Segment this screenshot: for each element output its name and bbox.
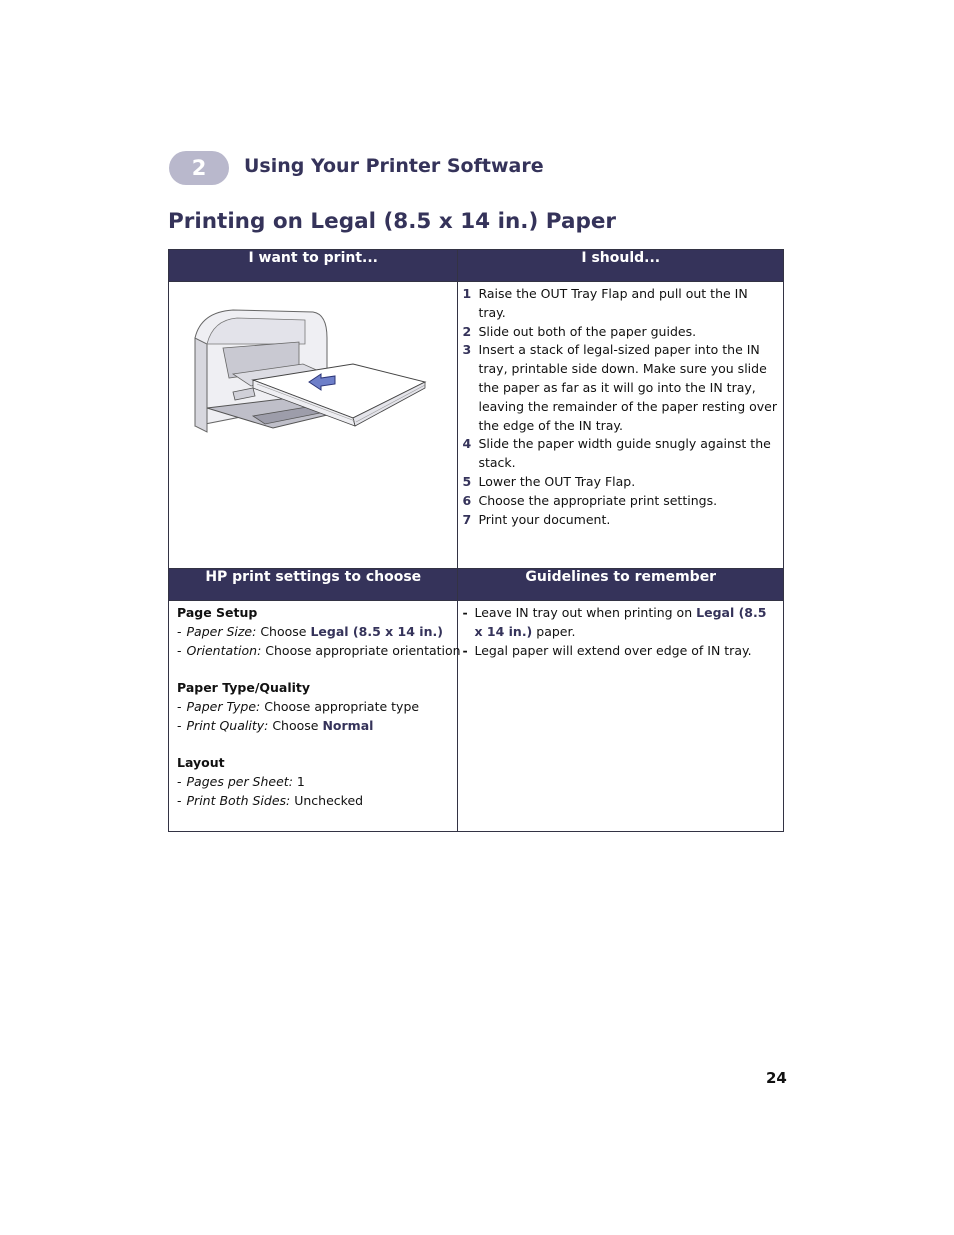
group-title: Page Setup [177,605,258,620]
setting-text: Choose appropriate type [264,698,420,714]
setting-text: 1 [296,774,305,790]
header-i-should: I should... [458,250,784,282]
list-item [462,323,777,342]
step-number: 6 [462,492,472,508]
setting-paper-type: - Paper Type: Choose appropriate type [177,698,420,714]
chapter-number-badge: 2 [169,151,229,185]
settings-cell [169,601,461,832]
header-guidelines: Guidelines to remember [458,569,784,601]
setting-text: Choose [272,717,319,733]
settings-group-paper-type-quality [177,679,449,735]
step-text: Raise the OUT Tray Flap and pull out the IN tray. [478,286,748,320]
list-item: - Legal paper will extend over edge of IN tray. [462,642,773,661]
list-item: - Leave IN tray out when printing on Legal (8.5 x 14 in.) paper. [462,605,767,639]
setting-label: Paper Size: [186,623,257,639]
setting-print-both-sides: - Print Both Sides: Unchecked [177,792,364,808]
step-number: 4 [462,436,472,452]
setting-text: Choose appropriate orientation [265,642,461,658]
step-text: Lower the OUT Tray Flap. [478,473,636,489]
list-item [462,285,777,323]
group-title: Layout [177,755,225,771]
header-hp-print-settings: HP print settings to choose [169,569,458,601]
step-text: Slide out both of the paper guides. [478,323,697,339]
steps-list [458,282,783,529]
step-number: 2 [462,323,472,339]
steps-cell [458,282,784,569]
step-text: Insert a stack of legal-sized paper into the IN tray, printable side down. Make sure you slide the paper as far as it will go into the IN tray, leaving the remainder of the paper resting over the edge of the IN tray. [478,342,777,433]
step-text: Print your document. [478,511,611,527]
step-text: Slide the paper width guide snugly against the stack. [478,436,771,471]
page-number: 24 [766,1069,787,1087]
guidelines-list [458,601,783,660]
settings-group-layout [177,754,449,810]
header-i-want-to-print: I want to print... [169,250,458,282]
setting-label: Print Both Sides: [186,792,291,808]
list-item [462,473,777,492]
group-title: Paper Type/Quality [177,680,311,696]
setting-print-quality: - Print Quality: Choose Normal [177,717,374,733]
guideline-text: Legal paper will extend over edge of IN tray. [474,642,752,658]
setting-text: Unchecked [294,792,364,808]
step-number: 1 [462,286,472,301]
guideline-highlight: Legal (8.5 x 14 in.) [474,605,767,639]
list-item [462,435,777,473]
setting-value-highlight: Normal [322,717,374,733]
settings-group-page-setup [177,604,461,660]
setting-label: Paper Type: [186,698,261,714]
instructions-table [168,249,784,832]
chapter-title: Using Your Printer Software [244,155,544,177]
setting-label: Print Quality: [186,717,269,733]
step-number: 3 [462,342,472,358]
setting-value-highlight: Legal (8.5 x 14 in.) [310,623,443,639]
setting-text: Choose [260,623,307,639]
guideline-text: Leave IN tray out when printing on [474,605,693,620]
step-number: 7 [462,511,472,527]
setting-label: Pages per Sheet: [186,774,293,790]
setting-orientation: - Orientation: Choose appropriate orientation [177,642,461,658]
setting-label: Orientation: [186,642,262,658]
step-text: Choose the appropriate print settings. [478,492,718,508]
setting-paper-size: - Paper Size: Choose Legal (8.5 x 14 in.) [177,623,443,639]
guideline-text: paper. [536,623,576,639]
list-item [462,341,777,435]
page-title: Printing on Legal (8.5 x 14 in.) Paper [168,209,617,234]
list-item [462,492,777,511]
list-item [462,511,777,530]
step-number: 5 [462,473,472,489]
guidelines-cell [458,601,784,832]
illustration-cell [169,282,458,569]
setting-pages-per-sheet: - Pages per Sheet: 1 [177,774,305,790]
printer-legal-paper-illustration [193,308,427,440]
